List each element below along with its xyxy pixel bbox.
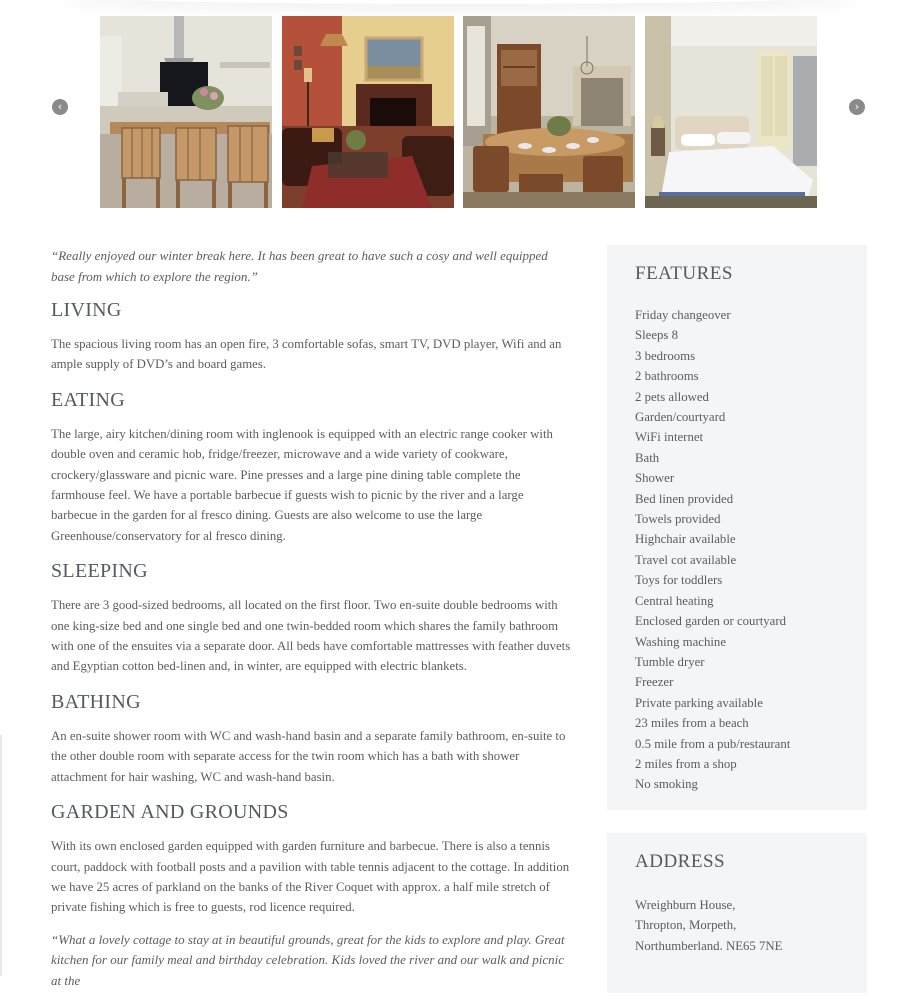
feature-item: 0.5 mile from a pub/restaurant (635, 736, 791, 751)
main-content (51, 246, 571, 1001)
feature-item: Tumble dryer (635, 654, 705, 669)
features-title: FEATURES (635, 263, 733, 284)
eating-title: EATING (51, 388, 126, 411)
feature-item: Friday changeover (635, 308, 731, 322)
carousel-slide-dining-room[interactable] (463, 16, 635, 208)
feature-item: 2 miles from a shop (635, 756, 737, 771)
address-line: Wreighburn House, (635, 898, 736, 912)
living-room-photo (282, 16, 454, 208)
chevron-right-icon: › (854, 100, 860, 113)
address-line: Northumberland. NE65 7NE (635, 938, 783, 953)
address-title: ADDRESS (635, 851, 726, 872)
feature-item: Bed linen provided (635, 491, 734, 506)
feature-item: 23 miles from a beach (635, 716, 749, 731)
garden-text: With its own enclosed garden equipped with garden furniture and barbecue. There is also a tennis court, paddock with football posts and a pavilion with table tennis adjacent to the cottage. In addition we have 25 acres of parkland on the banks of the River Coquet with approx. a half mile stretch of private fishing which is free to guests, rod licence required. (51, 839, 570, 915)
address-lines (635, 895, 783, 956)
living-text: The spacious living room has an open fire, 3 comfortable sofas, smart TV, DVD player, Wifi and an ample supply of DVD’s and board games. (51, 337, 562, 372)
feature-item: Highchair available (635, 532, 736, 547)
kitchen-photo (100, 16, 272, 208)
features-list (635, 305, 790, 795)
feature-item: Towels provided (635, 512, 721, 527)
feature-item: WiFi internet (635, 430, 704, 445)
feature-item: Travel cot available (635, 552, 737, 567)
feature-item: Shower (635, 471, 675, 486)
feature-item: 3 bedrooms (635, 348, 696, 363)
feature-item: 2 pets allowed (635, 389, 709, 404)
carousel-next-button[interactable] (849, 99, 865, 115)
address-line: Thropton, Morpeth, (635, 918, 737, 933)
carousel-prev-button[interactable] (52, 99, 68, 115)
garden-title: GARDEN AND GROUNDS (51, 801, 289, 824)
page-edge-divider (0, 735, 2, 976)
living-title: LIVING (51, 299, 122, 321)
features-panel (607, 245, 867, 810)
sleeping-text: There are 3 good-sized bedrooms, all located on the first floor. Two en-suite double bedrooms with one king-size bed and one single bed and one twin-bedded room which shares the family bathroom with one of the ensuites via a separate door. All beds have comfortable mattresses with feather duvets and Egyptian cotton bed-linen and, in winter, are equipped with electric blankets. (51, 598, 571, 674)
photo-carousel (0, 0, 914, 220)
bedroom-photo (645, 16, 817, 208)
carousel-slide-kitchen[interactable] (100, 16, 272, 208)
dining-room-photo (463, 16, 635, 208)
guest-quote-2: “What a lovely cottage to stay at in beautiful grounds, great for the kids to explore and play. Great kitchen for our family meal and birthday celebration. Kids loved the river and our walk and picnic at the (51, 931, 565, 988)
guest-quote: “Really enjoyed our winter break here. It has been great to have such a cosy and well equipped base from which to explore the region.” (51, 248, 548, 284)
feature-item: Garden/courtyard (635, 410, 726, 425)
feature-item: Washing machine (635, 634, 727, 649)
feature-item: 2 bathrooms (635, 369, 699, 384)
carousel-slide-living-room[interactable] (282, 16, 454, 208)
feature-item: Sleeps 8 (635, 328, 679, 343)
feature-item: Private parking available (635, 695, 763, 710)
sleeping-title: SLEEPING (51, 560, 148, 583)
address-panel (607, 833, 867, 993)
feature-item: Central heating (635, 593, 714, 608)
feature-item: Enclosed garden or courtyard (635, 614, 787, 629)
carousel-slide-bedroom[interactable] (645, 16, 817, 208)
chevron-left-icon: ‹ (57, 100, 63, 113)
feature-item: Toys for toddlers (635, 573, 723, 588)
bathing-text: An en-suite shower room with WC and wash-hand basin and a separate family bathroom, en-suite to the other double room with separate access for the twin room which has a bath with shower attachment for hair washing, WC and wash-hand basin. (51, 728, 566, 784)
feature-item: No smoking (635, 777, 698, 792)
eating-text: The large, airy kitchen/dining room with inglenook is equipped with an electric range cooker with double oven and ceramic hob, fridge/freezer, microwave and a wide variety of cookware, crockery/glassware and picnic ware. Pine presses and a large pine dining table complete the farmhouse feel. We have a portable barbecue if guests wish to picnic by the river and a large barbecue in the garden for al fresco dining. Guests are also welcome to use the large Greenhouse/conservatory for al fresco dining. (51, 426, 553, 543)
bathing-title: BATHING (51, 690, 141, 713)
feature-item: Bath (635, 450, 660, 465)
feature-item: Freezer (635, 675, 674, 690)
